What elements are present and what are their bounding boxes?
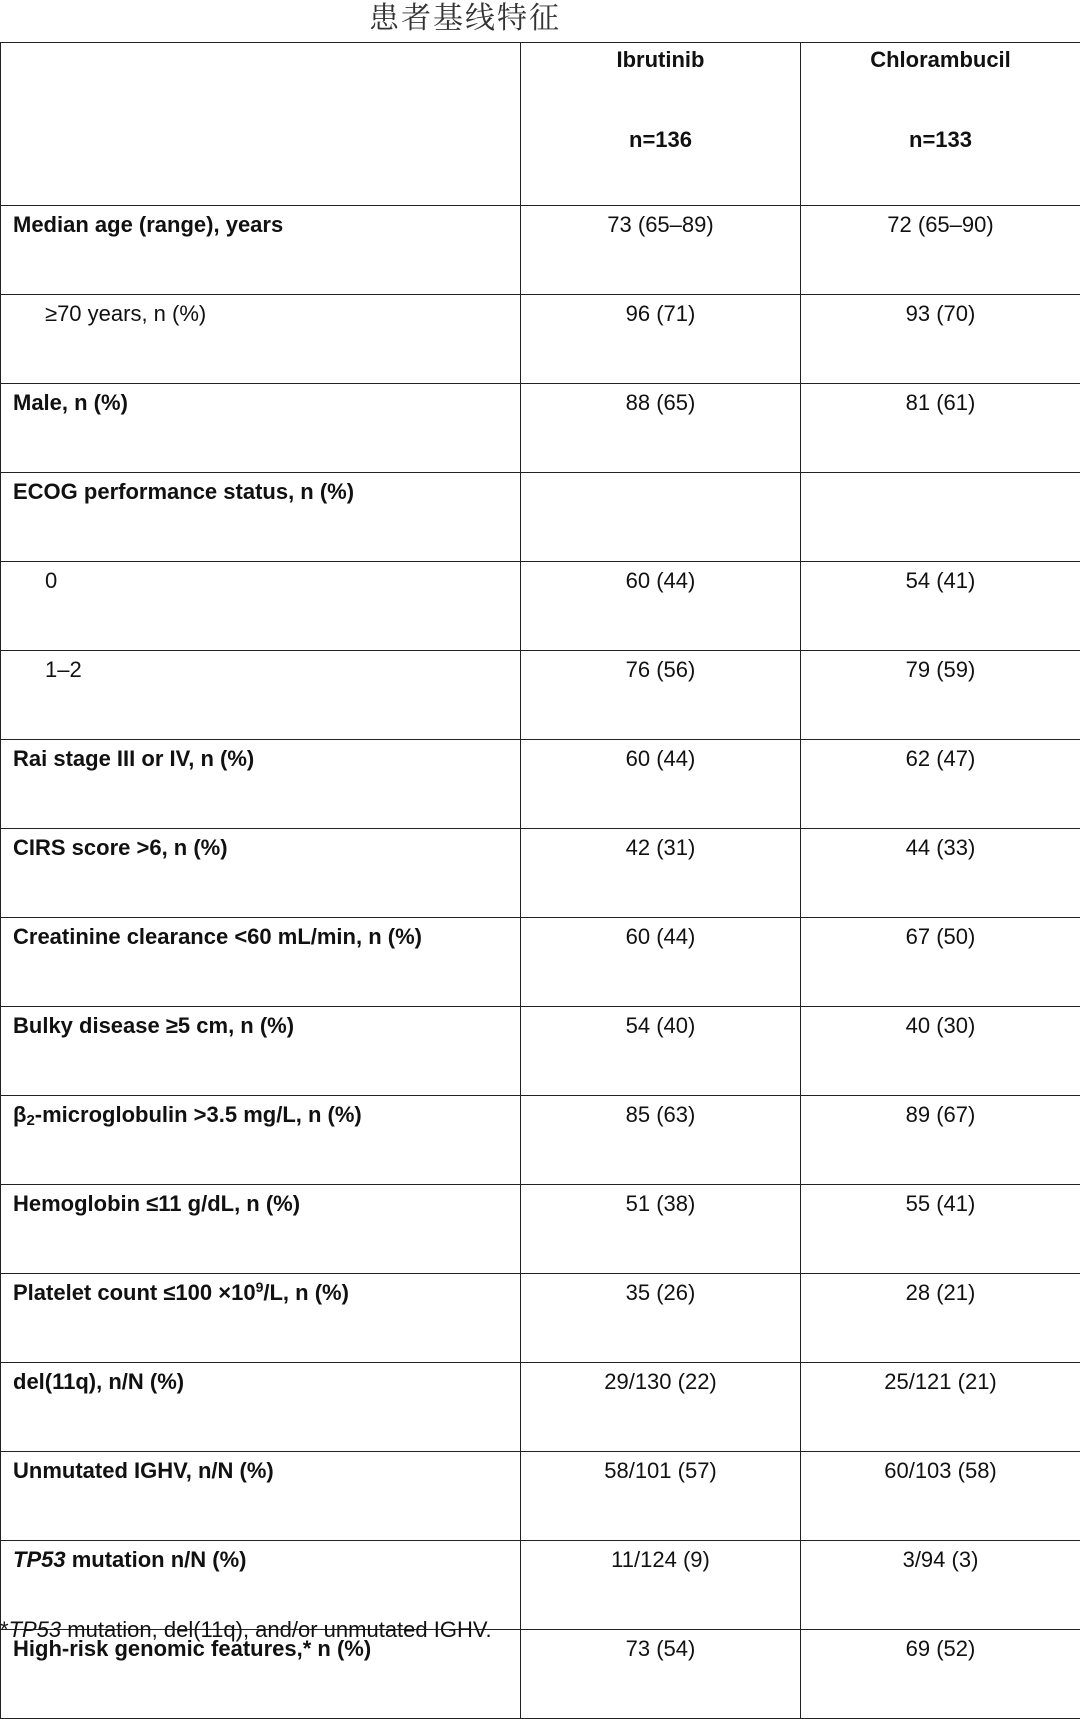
chlorambucil-value: 62 (47) xyxy=(801,740,1080,829)
chlorambucil-value xyxy=(801,473,1080,562)
chlorambucil-value: 3/94 (3) xyxy=(801,1541,1080,1630)
chlorambucil-value: 81 (61) xyxy=(801,384,1080,473)
ibrutinib-value: 35 (26) xyxy=(521,1274,801,1363)
chlorambucil-value: 55 (41) xyxy=(801,1185,1080,1274)
chlorambucil-value: 89 (67) xyxy=(801,1096,1080,1185)
chlorambucil-value: 44 (33) xyxy=(801,829,1080,918)
chlorambucil-value: 40 (30) xyxy=(801,1007,1080,1096)
table-row xyxy=(1,206,1080,295)
row-label: Unmutated IGHV, n/N (%) xyxy=(1,1452,521,1541)
table-row xyxy=(1,1452,1080,1541)
table-row xyxy=(1,1274,1080,1363)
footnote-italic: TP53 xyxy=(9,1617,62,1642)
row-label-prefix: Platelet count ≤100 ×10 xyxy=(13,1280,256,1305)
row-label: 1–2 xyxy=(1,651,521,740)
ibrutinib-value: 76 (56) xyxy=(521,651,801,740)
ibrutinib-value: 11/124 (9) xyxy=(521,1541,801,1630)
footnote-text: mutation, del(11q), and/or unmutated IGHV. xyxy=(61,1617,491,1642)
row-label: High-risk genomic features,* n (%) xyxy=(1,1630,521,1719)
chlorambucil-value: 72 (65–90) xyxy=(801,206,1080,295)
table-header-row xyxy=(1,43,1080,206)
row-label-rest: -microglobulin >3.5 mg/L, n (%) xyxy=(35,1102,362,1127)
footnote-marker: * xyxy=(0,1617,9,1642)
row-label-rest: /L, n (%) xyxy=(263,1280,349,1305)
row-label: Bulky disease ≥5 cm, n (%) xyxy=(1,1007,521,1096)
chlorambucil-value: 79 (59) xyxy=(801,651,1080,740)
ibrutinib-value: 60 (44) xyxy=(521,740,801,829)
row-label: del(11q), n/N (%) xyxy=(1,1363,521,1452)
row-label: 0 xyxy=(1,562,521,651)
row-label: Male, n (%) xyxy=(1,384,521,473)
table-footnote xyxy=(0,1617,492,1643)
table-row xyxy=(1,295,1080,384)
row-label: Rai stage III or IV, n (%) xyxy=(1,740,521,829)
ibrutinib-value: 88 (65) xyxy=(521,384,801,473)
row-label: ECOG performance status, n (%) xyxy=(1,473,521,562)
ibrutinib-value: 42 (31) xyxy=(521,829,801,918)
row-label: Hemoglobin ≤11 g/dL, n (%) xyxy=(1,1185,521,1274)
table-row xyxy=(1,1185,1080,1274)
row-label-italic: TP53 xyxy=(13,1547,66,1572)
table-row xyxy=(1,384,1080,473)
column-n-chlorambucil: n=133 xyxy=(801,127,1080,153)
row-label xyxy=(1,1274,521,1363)
row-label: ≥70 years, n (%) xyxy=(1,295,521,384)
chlorambucil-value: 69 (52) xyxy=(801,1630,1080,1719)
ibrutinib-value: 54 (40) xyxy=(521,1007,801,1096)
table-row xyxy=(1,829,1080,918)
row-label-prefix: β xyxy=(13,1102,26,1127)
row-label xyxy=(1,1096,521,1185)
ibrutinib-value xyxy=(521,473,801,562)
table-row xyxy=(1,1007,1080,1096)
row-label: CIRS score >6, n (%) xyxy=(1,829,521,918)
row-label: Median age (range), years xyxy=(1,206,521,295)
table-row xyxy=(1,740,1080,829)
column-n-ibrutinib: n=136 xyxy=(521,127,800,153)
column-name-chlorambucil: Chlorambucil xyxy=(801,43,1080,73)
ibrutinib-value: 73 (65–89) xyxy=(521,206,801,295)
table-row xyxy=(1,562,1080,651)
ibrutinib-value: 60 (44) xyxy=(521,918,801,1007)
ibrutinib-value: 96 (71) xyxy=(521,295,801,384)
chlorambucil-value: 28 (21) xyxy=(801,1274,1080,1363)
table-row xyxy=(1,1363,1080,1452)
table-row xyxy=(1,473,1080,562)
table-row xyxy=(1,1096,1080,1185)
chlorambucil-value: 60/103 (58) xyxy=(801,1452,1080,1541)
page-title: 患者基线特征 xyxy=(0,0,930,38)
baseline-characteristics-table xyxy=(0,42,1080,1719)
row-label: Creatinine clearance <60 mL/min, n (%) xyxy=(1,918,521,1007)
ibrutinib-value: 85 (63) xyxy=(521,1096,801,1185)
header-empty-cell xyxy=(1,43,521,206)
chlorambucil-value: 54 (41) xyxy=(801,562,1080,651)
chlorambucil-value: 25/121 (21) xyxy=(801,1363,1080,1452)
chlorambucil-value: 67 (50) xyxy=(801,918,1080,1007)
column-header-chlorambucil xyxy=(801,43,1080,206)
row-label-rest: mutation n/N (%) xyxy=(66,1547,247,1572)
table-row xyxy=(1,918,1080,1007)
chlorambucil-value: 93 (70) xyxy=(801,295,1080,384)
table-row xyxy=(1,651,1080,740)
ibrutinib-value: 29/130 (22) xyxy=(521,1363,801,1452)
row-label-superscript: 9 xyxy=(256,1279,264,1295)
column-name-ibrutinib: Ibrutinib xyxy=(521,43,800,73)
column-header-ibrutinib xyxy=(521,43,801,206)
row-label-subscript: 2 xyxy=(26,1112,34,1129)
ibrutinib-value: 60 (44) xyxy=(521,562,801,651)
ibrutinib-value: 73 (54) xyxy=(521,1630,801,1719)
ibrutinib-value: 58/101 (57) xyxy=(521,1452,801,1541)
ibrutinib-value: 51 (38) xyxy=(521,1185,801,1274)
